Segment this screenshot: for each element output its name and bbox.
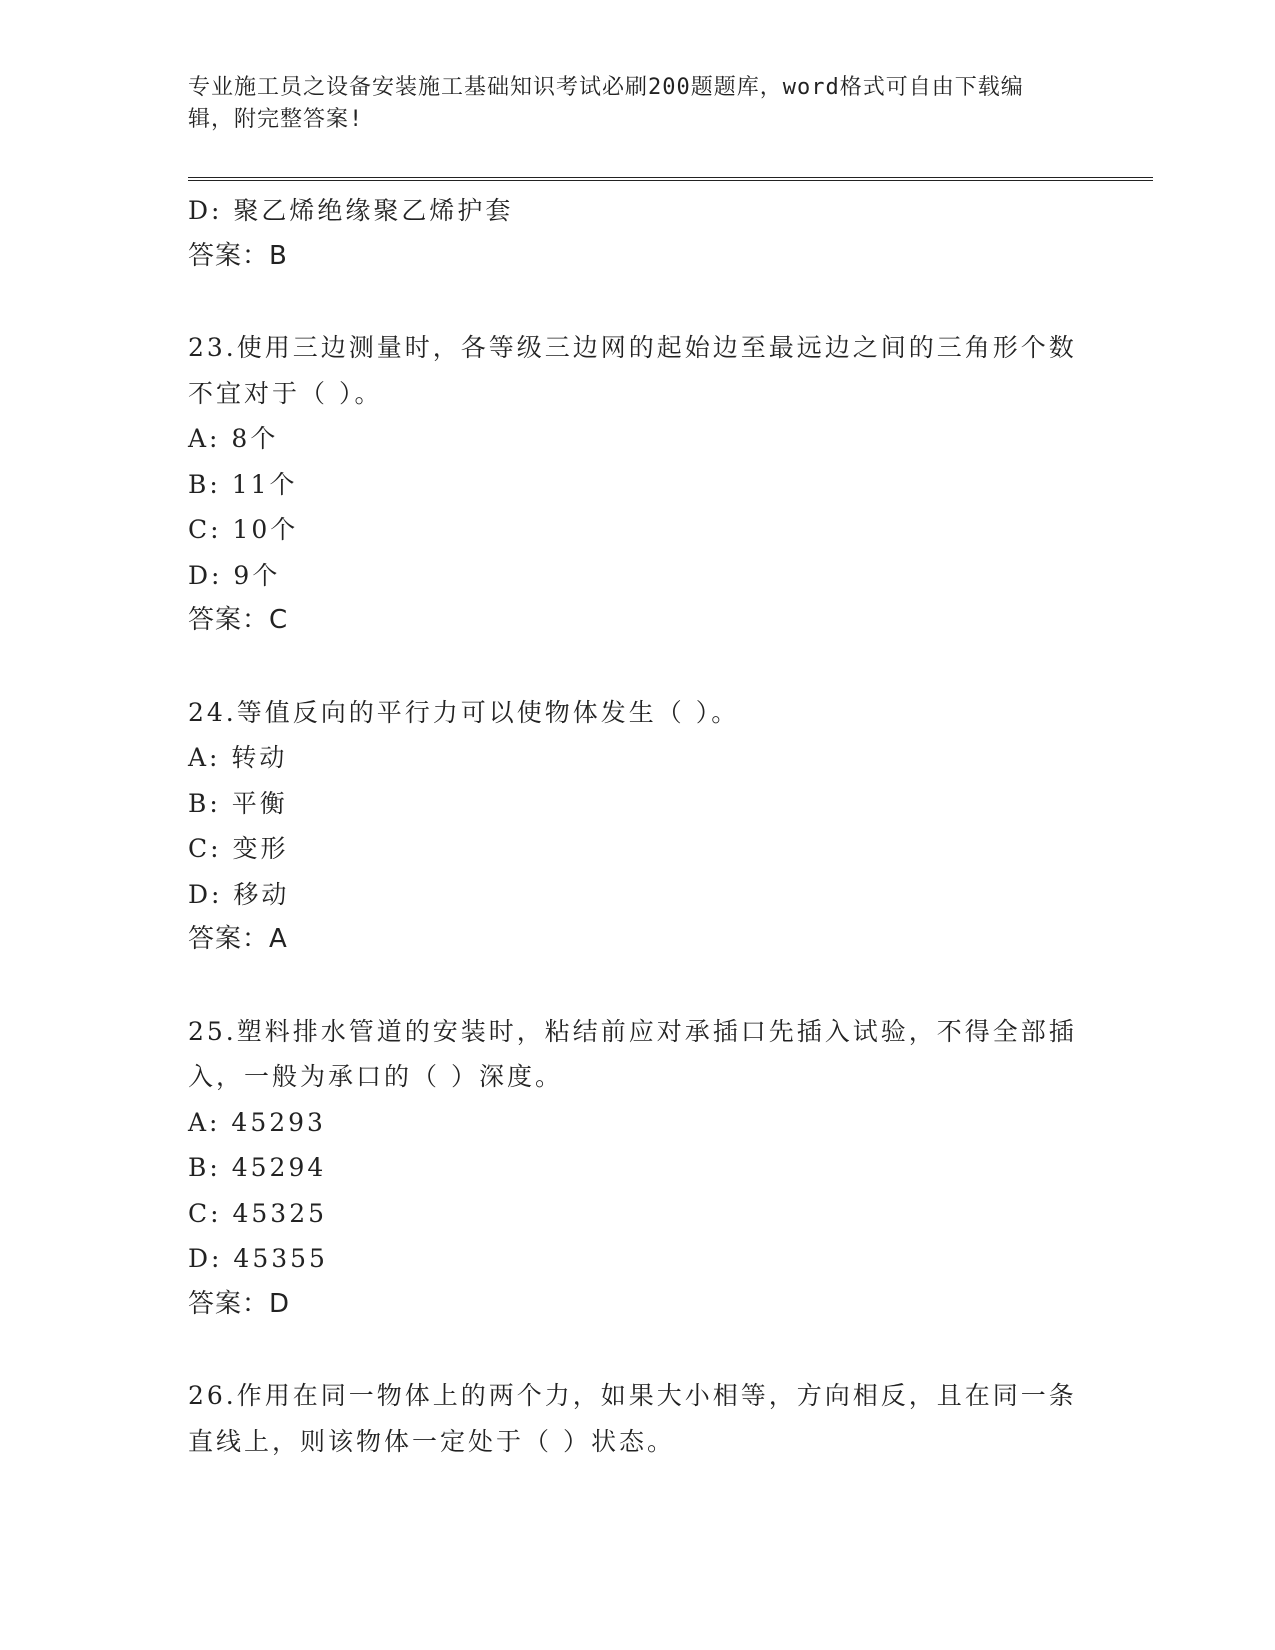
document-header: 专业施工员之设备安装施工基础知识考试必刷200题题库，word格式可自由下载编辑，附完整答案!: [188, 75, 1024, 132]
q24-question: 24.等值反向的平行力可以使物体发生（ ）。: [188, 697, 740, 727]
header-divider: [188, 177, 1153, 181]
q24-answer: 答案：A: [188, 924, 288, 954]
q23-question: 23.使用三边测量时，各等级三边网的起始边至最远边之间的三角形个数不宜对于（ ）。: [188, 333, 1077, 408]
q25-question: 25.塑料排水管道的安装时，粘结前应对承插口先插入试验，不得全部插入，一般为承口的（ ）深度。: [188, 1016, 1077, 1091]
q24-option-d: D: 移动: [188, 879, 290, 909]
q25-option-c: C: 45325: [188, 1198, 328, 1228]
spacer: [188, 644, 1088, 690]
question-list: [188, 188, 1088, 1464]
q24-option-a: A: 转动: [188, 743, 288, 772]
q22-answer: 答案：B: [188, 240, 288, 271]
q22-option-d: D: 聚乙烯绝缘聚乙烯护套: [188, 196, 514, 225]
q25-option-b: B: 45294: [188, 1153, 327, 1182]
q26-question: 26.作用在同一物体上的两个力，如果大小相等，方向相反，且在同一条直线上，则该物体一定处于（ ）状态。: [188, 1381, 1077, 1456]
spacer: [188, 1327, 1088, 1373]
q25-option-a: A: 45293: [188, 1107, 326, 1137]
q24-option-b: B: 平衡: [188, 788, 288, 818]
q23-option-a: A: 8个: [188, 424, 279, 453]
q23-answer: 答案：C: [188, 605, 289, 635]
spacer: [188, 279, 1088, 325]
q25-option-d: D: 45355: [188, 1244, 328, 1273]
q23-option-d: D: 9个: [188, 560, 281, 590]
spacer: [188, 963, 1088, 1009]
q23-option-c: C: 10个: [188, 515, 299, 544]
q24-option-c: C: 变形: [188, 834, 289, 863]
q23-option-b: B: 11个: [188, 469, 298, 499]
q25-answer: 答案：D: [188, 1288, 291, 1319]
